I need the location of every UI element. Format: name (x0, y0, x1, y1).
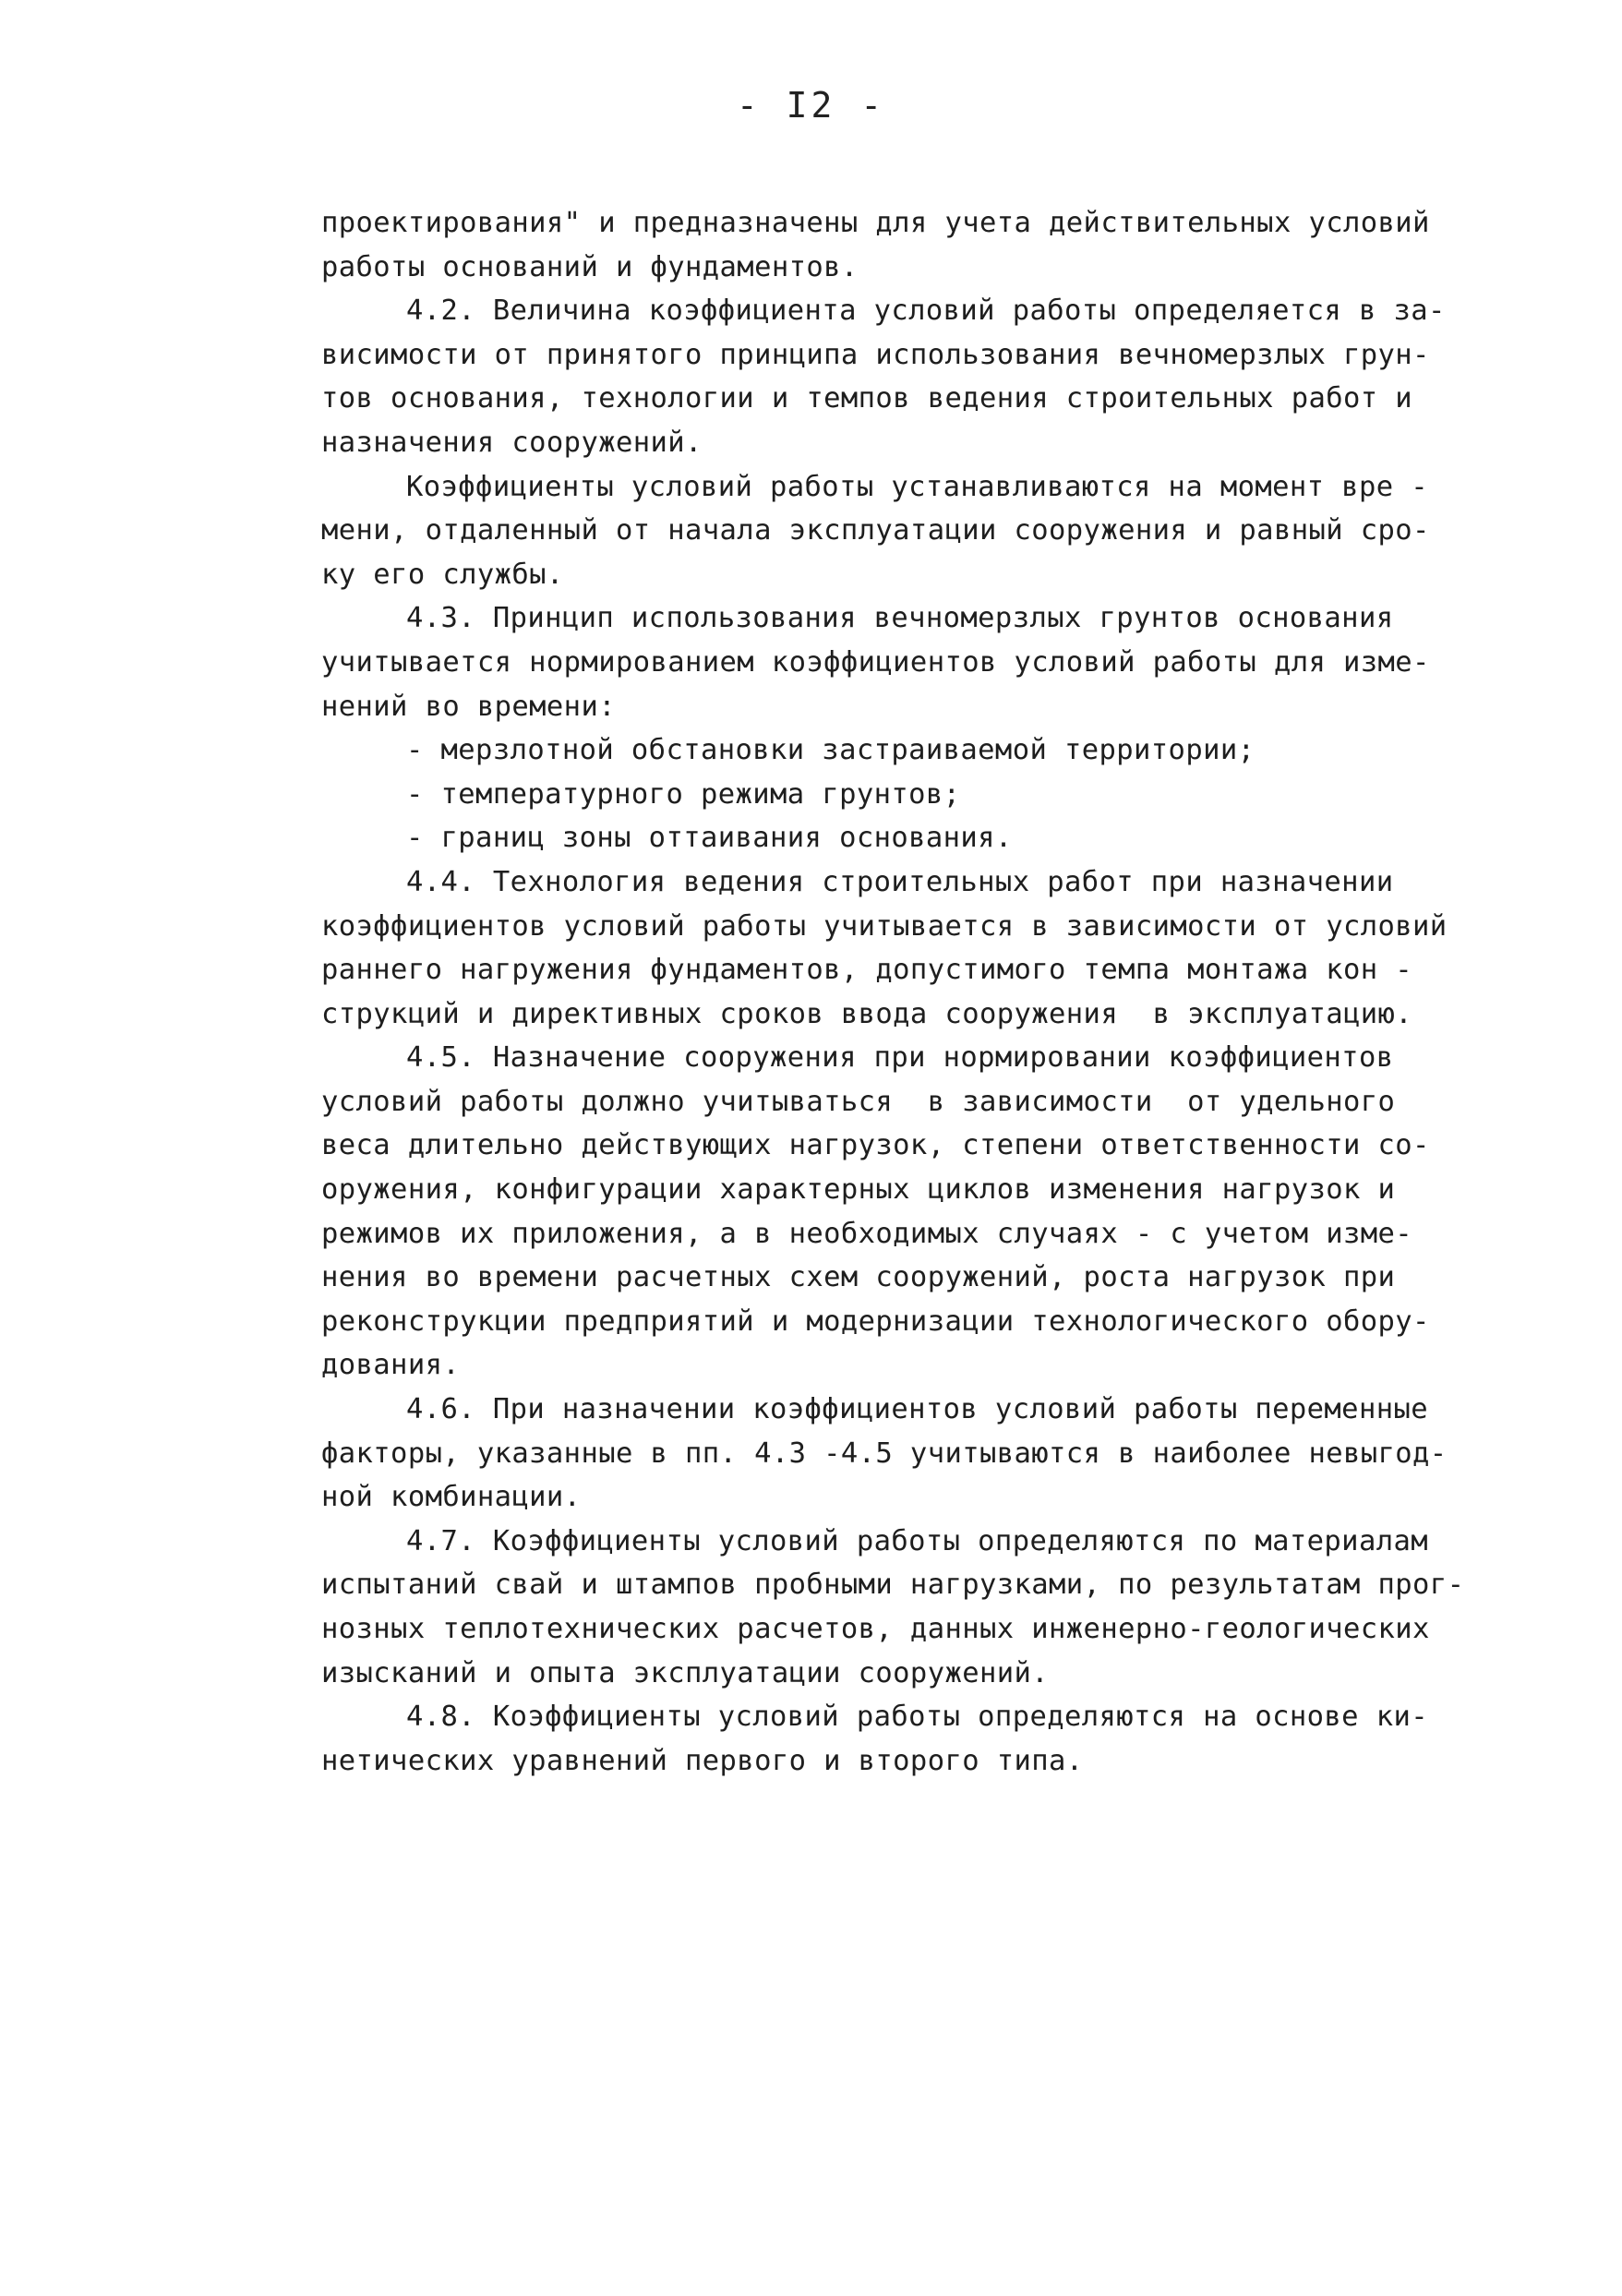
text-line: факторы, указанные в пп. 4.3 -4.5 учитываются в наиболее невыгод- (321, 1437, 1448, 1470)
text-line: мени, отдаленный от начала эксплуатации сооружения и равный сро- (321, 514, 1430, 547)
text-line: изысканий и опыта эксплуатации сооружений. (321, 1656, 1050, 1689)
text-line: 4.7. Коэффициенты условий работы определяются по материалам (406, 1524, 1428, 1557)
text-line: 4.5. Назначение сооружения при нормировании коэффициентов (406, 1041, 1394, 1075)
text-line: - температурного режима грунтов; (406, 777, 961, 811)
text-line: нетических уравнений первого и второго типа. (321, 1744, 1084, 1777)
text-line: 4.2. Величина коэффициента условий работы определяется в за- (406, 295, 1446, 328)
text-line: оружения, конфигурации характерных циклов изменения нагрузок и (321, 1173, 1396, 1207)
text-line: раннего нагружения фундаментов, допустимого темпа монтажа кон - (321, 954, 1413, 987)
text-line: висимости от принятого принципа использования вечномерзлых грун- (321, 338, 1430, 371)
text-line: 4.4. Технология ведения строительных работ при назначении (406, 865, 1394, 898)
text-line: коэффициентов условий работы учитывается в зависимости от условий (321, 909, 1448, 943)
text-line: нений во времени: (321, 690, 616, 723)
body-text (321, 201, 1494, 1783)
text-line: ку его службы. (321, 558, 564, 591)
text-line: назначения сооружений. (321, 426, 703, 459)
text-line: 4.8. Коэффициенты условий работы определяются на основе ки- (406, 1701, 1428, 1734)
text-line: дования. (321, 1349, 461, 1382)
page-number: - I2 - (736, 85, 886, 126)
text-line: нения во времени расчетных схем сооружений, роста нагрузок при (321, 1261, 1396, 1294)
text-line: режимов их приложения, а в необходимых случаях - с учетом изме- (321, 1217, 1413, 1250)
text-line: нозных теплотехнических расчетов, данных инженерно-геологических (321, 1613, 1430, 1645)
text-line: веса длительно действующих нагрузок, степени ответственности со- (321, 1129, 1430, 1162)
text-line: условий работы должно учитываться в зависимости от удельного (321, 1085, 1396, 1118)
text-line: - границ зоны оттаивания основания. (406, 822, 1013, 855)
text-line: - мерзлотной обстановки застраиваемой территории; (406, 734, 1256, 767)
text-line: струкций и директивных сроков ввода сооружения в эксплуатацию. (321, 997, 1413, 1030)
text-line: испытаний свай и штампов пробными нагрузками, по результатам прог- (321, 1569, 1465, 1602)
text-line: ной комбинации. (321, 1481, 582, 1514)
text-line: реконструкции предприятий и модернизации технологического обору- (321, 1304, 1430, 1338)
text-line: работы оснований и фундаментов. (321, 250, 859, 283)
text-line: учитывается нормированием коэффициентов условий работы для изме- (321, 645, 1430, 679)
text-line: 4.6. При назначении коэффициентов условий работы переменные (406, 1393, 1428, 1426)
text-line: проектирования" и предназначены для учета действительных условий (321, 207, 1430, 239)
text-line: 4.3. Принцип использования вечномерзлых грунтов основания (406, 602, 1394, 635)
text-line: Коэффициенты условий работы устанавливаются на момент вре - (406, 470, 1428, 503)
text-line: тов основания, технологии и темпов ведения строительных работ и (321, 382, 1413, 415)
